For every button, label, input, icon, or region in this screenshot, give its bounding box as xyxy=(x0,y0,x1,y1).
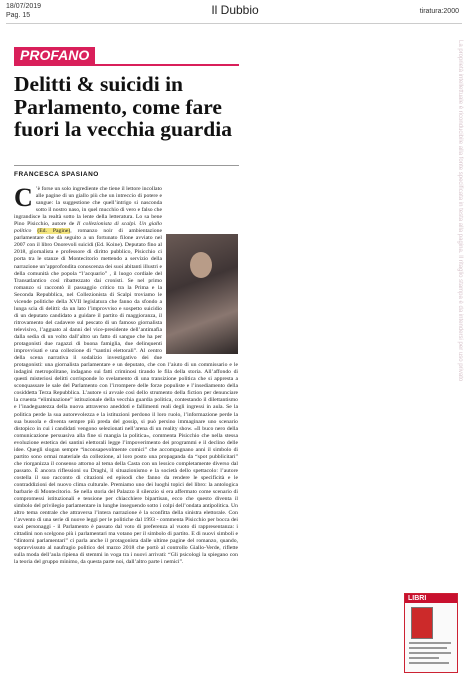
ad-line xyxy=(409,642,451,644)
clipping-date: 18/07/2019 xyxy=(6,3,42,10)
highlighted-publisher: (Ed. Pagine) xyxy=(37,228,71,235)
ad-line xyxy=(409,657,439,659)
ad-line xyxy=(409,662,449,664)
kicker-rule xyxy=(14,64,239,66)
book-title: Il collezionista di scalpi. Un giallo politico xyxy=(14,221,162,235)
newspaper-name: Il Dubbio xyxy=(211,3,259,17)
article-headline: Delitti & suicidi in Parlamento, come fare fuori la vecchia guardia xyxy=(14,72,232,141)
copyright-notice: La proprietà intellettuale è riconducibile alla fonte specificata in testa alla pagina. Il ritaglio stampa è da intendersi per uso privato xyxy=(457,40,463,382)
article-author: FRANCESCA SPASIANO xyxy=(14,171,99,178)
section-kicker: PROFANO xyxy=(14,47,95,64)
ad-line xyxy=(409,652,451,654)
ad-line xyxy=(409,647,447,649)
article-body-text: , romanzo noir di ambientazione parlamentare che dà seguito a un fortunato filone avviato nel 2007 con il libro Onorevoli suicidi (Ed. Koine). Deputato fino al 2018, giornalista e professore di diritto pubblico, Pisicchio ci porta tra le stanze di Montecitorio mettendo a servizio della narrazione un’approfondita conoscenza dei suoi abitanti illustri e della comunità che popola “l’acquario” , il luogo cordiale del Transatlantico così ribattezzato dai cronisti. Se nel primo romanzo si raccontò il passaggio critico tra la Prima e la Seconda Repubblica, nel Collezionista di Scalpi troviamo le vicende politiche della XVII legislatura che fanno da sfondo a lunga scia di delitti: da un lato l’improvviso e sospetto suicidio di un deputato candidato a guidare il partito di maggioranza, il ritrovamento del cadavere sul pescato di un famoso giornalista televisivo, l’agguato al danni del vice-presidente dell’antimafia dalla sedia di un volto dall’altro un fatto di sangue che ha per protagonisti due ragazzi di buona famiglia, due delinquenti improvvisati e una collezione di “santini elettorali”. Al centro della scena narrativa il sodalizio investigativo dei due protagonisti: una giornalista parlamentare e un deputato, che con l’aiuto di un commissario e le indagini metropolitane, indagano sui fatti criminosi tirando le fila della storia. All’affondo di questi misteriosi delitti corrisponde lo svelamento di una transizione politica che si appresta a sconquassare le sale del Parlamento con l’irrompere delle forze populiste e l’insediamento della cosiddetta Terza Repubblica. L’autore si avvale così dello strumento della fiction per denunciare la cruenta “eliminazione” istituzionale della vecchia guardia politica, contestando il dilettantismo e l’inadeguatezza della nuova attraverso aneddoti e fallimenti reali degli ingressi in aula. Se la politica perde la sua autorevolezza e la istituzioni perdono il loro ruolo, l’informazione perde la sua bussola e diventa sempre più preda del gossip, si può persino immaginare uno scenario distopico in cui i candidati vengono selezionati nell’arena di un reality show. «Il buco nero della comunicazione persuasiva alla fine si mangia la politica», commenta Pisicchio che nella stessa evoluzione estetica dei santini elettorali legge l’impoverimento dei programmi e il declino delle idee. Quegli slogan sempre “inconsapevolmente comici” che accompagnano anni il simbolo di partito sono ormai materiale da collezione, al loro posto una propaganda da “spot pubblicitari” che riorganizza il consenso attorno al tema della Casta con un lessico completamente diverso dal passato. È ancora riflessioni su Draghi, il situazionismo e la società dello spettacolo: l’autore costella il suo racconto di citazioni ed episodi che fanno da rendere le specificità e le contraddizioni del nuovo clima culturale. Premiamo uno dei luoghi topici del libro: la antologica barbarie di Montecitorio. Se nella storia del Palazzo il silenzio si era affermato come scenario di compromessi istituzionali e tensione per chiacchiere bipartisan, ecco che questo diventa il simbolo del privilegio parlamentare in lunghe inseguendo sotto i colpi dell’ondata antipolitica. Un altro tema centrale che attraversa l’intera narrazione è la sconfitta della sinistra elettorale. Con l’avvento di una serie di nuove leggi per le politiche dal 1993 - commenta Pisicchio per bocca dei suoi personaggi - il Parlamento è passato dal voto di preferenza al vuoto di rappresentanza: i cittadini non scelgono più i parlamentari ma votano per il simbolo di partito. E di nuovi simboli e “dintorni parlamentari” ci parla anche il protagonista dalle ultime pagine del romanzo, quando, sopravvissuto al naufragio politico del marzo 2018 che portò al controllo Giallo-Verde, riflette sulla moda dell’aula ripiena di stemmi in voga tra i nuovi arrivati: “Gli psicologi la spiegano con la teoria del gruppo minimo, da questa parte noi, dall’altro parte i nemici”. xyxy=(14,228,238,566)
books-label: LIBRI xyxy=(405,594,457,603)
circulation-count: tiratura:2000 xyxy=(419,8,459,15)
author-photo xyxy=(166,234,238,354)
headline-rule xyxy=(14,165,239,166)
article-intro: ’è forse un solo ingrediente che tiene il lettore incollato alle pagine di un giallo più che un intreccio di potere e sangue: la suggestione che quell’intrigo si nasconda sotto il nostro naso, in quel mucchio di vero e falso che ingrandisce la realtà sotto la lente della letteratura. Lo sa bene Pino Pisicchio, autore de xyxy=(14,186,162,228)
book-cover-image xyxy=(411,607,433,639)
header-rule xyxy=(6,23,462,24)
page-number: Pag. 15 xyxy=(6,12,31,19)
drop-cap: C xyxy=(14,186,33,212)
article-body xyxy=(14,186,238,676)
